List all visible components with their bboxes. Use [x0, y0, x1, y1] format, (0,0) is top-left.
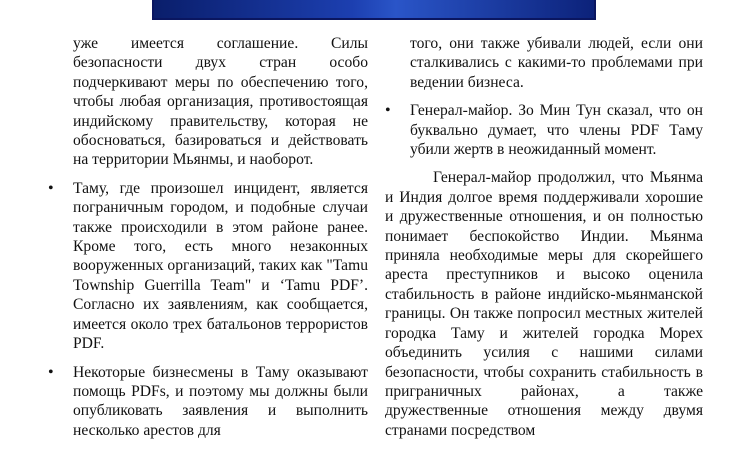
bullet-item: • Таму, где произошел инцидент, является пограничным городом, и подобные случаи также происходили в этом районе ранее. Кроме того, есть много незаконных вооруженных организаций, таких как "Tamu Township Guerrilla Team" и ‘Tamu PDF’. Согласно их заявлениям, как сообщается, имеется около трех батальонов террористов PDF. [48, 179, 368, 354]
right-column [385, 34, 703, 440]
bullet-item: • Генерал-майор. Зо Мин Тун сказал, что он буквально думает, что члены PDF Таму убили жертв в неожиданный момент. [385, 101, 703, 159]
body-paragraph: Генерал-майор продолжил, что Мьянма и Индия долгое время поддерживали хорошие и дружественные отношения, и он полностью понимает беспокойство Индии. Мьянма приняла необходимые меры для скорейшего ареста преступников и высоко оценила стабильность в районе индийско-мьянманской границы. Он также попросил местных жителей городка Таму и жителей городка Морех объединить усилия с нашими силами безопасности, чтобы сохранить стабильность в приграничных районах, а также дружественные отношения между двумя странами посредством [385, 169, 703, 439]
bullet-item: • Некоторые бизнесмены в Таму оказывают помощь PDFs, и поэтому мы должны были опубликовать заявления и выполнить несколько арестов для [48, 363, 368, 441]
continuation-paragraph: того, они также убивали людей, если они сталкивались с какими-то проблемами при ведении бизнеса. [410, 35, 703, 91]
left-column [48, 34, 368, 440]
continuation-paragraph: уже имеется соглашение. Силы безопасности двух стран особо подчеркивают меры по обеспечению того, чтобы любая организация, противостоящая индийскому правительству, которая не обосноваться, базироваться и действовать на территории Мьянмы, и наоборот. [73, 35, 368, 169]
header-banner-image [152, 0, 596, 20]
